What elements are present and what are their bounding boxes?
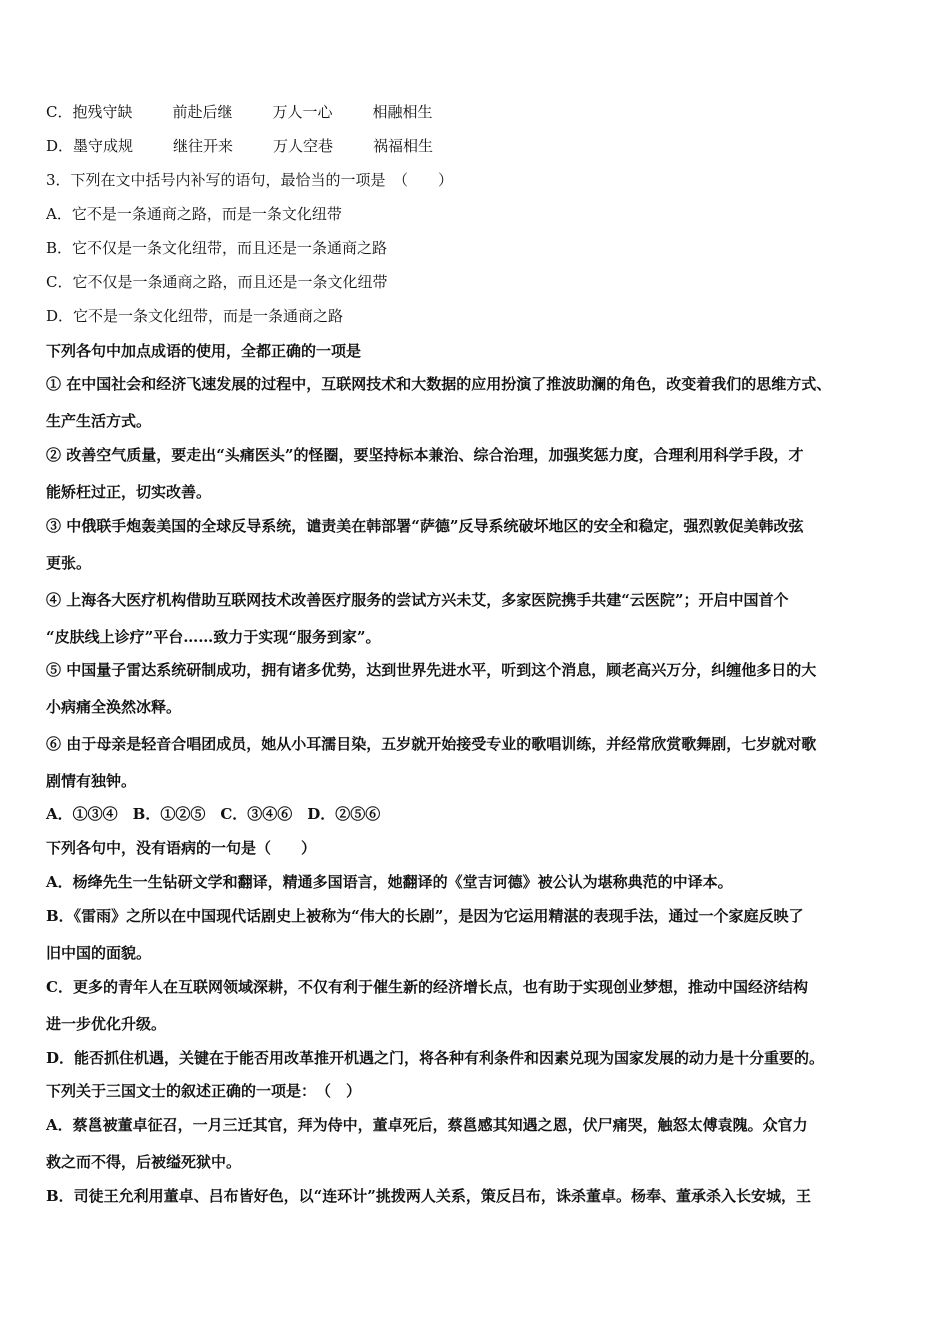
q6-option-a: A．蔡邕被董卓征召，一月三迁其官，拜为侍中，董卓死后，蔡邕感其知遇之恩，伏尸痛哭，触怒太傅袁隗。众官力 <box>46 1116 808 1134</box>
option-label: D． <box>46 137 74 155</box>
option-item: 相融相生 <box>372 103 433 121</box>
q3-option-c: C．它不仅是一条通商之路，而且还是一条文化纽带 <box>46 273 388 291</box>
option-label: C． <box>46 103 73 121</box>
q4-sentence-2: ② 改善空气质量，要走出“头痛医头”的怪圈，要坚持标本兼治、综合治理，加强奖惩力度，合理利用科学手段，才 <box>46 446 804 464</box>
q6-stem: 下列关于三国文士的叙述正确的一项是： （ ） <box>46 1082 362 1100</box>
q4-sentence-3-cont: 更张。 <box>46 554 92 572</box>
q3-stem: 3．下列在文中括号内补写的语句，最恰当的一项是 （ ） <box>46 171 454 189</box>
q5-option-d: D．能否抓住机遇，关键在于能否用改革推开机遇之门，将各种有利条件和因素兑现为国家发展的动力是十分重要的。 <box>46 1049 825 1067</box>
q5-option-a: A．杨绛先生一生钻研文学和翻译，精通多国语言，她翻译的《堂吉诃德》被公认为堪称典范的中译本。 <box>46 873 733 891</box>
q4-sentence-6: ⑥ 由于母亲是轻音合唱团成员，她从小耳濡目染，五岁就开始接受专业的歌唱训练，并经常欣赏歌舞剧，七岁就对歌 <box>46 735 817 753</box>
q4-sentence-6-cont: 剧情有独钟。 <box>46 772 137 790</box>
q2-option-c <box>46 102 433 122</box>
q5-option-b: B．《雷雨》之所以在中国现代话剧史上被称为“伟大的长剧”，是因为它运用精湛的表现手法，通过一个家庭反映了 <box>46 907 804 925</box>
q5-option-c: C．更多的青年人在互联网领域深耕，不仅有利于催生新的经济增长点，也有助于实现创业梦想，推动中国经济结构 <box>46 978 808 996</box>
q4-sentence-1: ① 在中国社会和经济飞速发展的过程中，互联网技术和大数据的应用扮演了推波助澜的角色，改变着我们的思维方式、 <box>46 375 832 393</box>
q6-option-b: B．司徒王允利用董卓、吕布皆好色，以“连环计”挑拨两人关系，策反吕布，诛杀董卓。杨奉、董承杀入长安城，王 <box>46 1187 811 1205</box>
q5-option-c-cont: 进一步优化升级。 <box>46 1015 167 1033</box>
q4-sentence-2-cont: 能矫枉过正，切实改善。 <box>46 483 212 501</box>
q5-option-b-cont: 旧中国的面貌。 <box>46 944 152 962</box>
option-item: 万人一心 <box>272 103 333 121</box>
q3-option-d: D．它不是一条文化纽带，而是一条通商之路 <box>46 307 344 325</box>
q6-option-a-cont: 救之而不得，后被缢死狱中。 <box>46 1153 242 1171</box>
option-item: 墨守成规 <box>73 137 134 155</box>
q5-stem: 下列各句中，没有语病的一句是（ ） <box>46 839 317 857</box>
q3-option-a: A．它不是一条通商之路，而是一条文化纽带 <box>46 205 342 223</box>
q4-sentence-3: ③ 中俄联手炮轰美国的全球反导系统，谴责美在韩部署“萨德”反导系统破坏地区的安全和稳定，强烈敦促美韩改弦 <box>46 517 804 535</box>
q4-sentence-1-cont: 生产生活方式。 <box>46 412 152 430</box>
option-item: 抱残守缺 <box>72 103 133 121</box>
q4-sentence-4: ④ 上海各大医疗机构借助互联网技术改善医疗服务的尝试方兴未艾，多家医院携手共建“云医院”；开启中国首个 <box>46 591 789 609</box>
q4-sentence-4-cont: “皮肤线上诊疗”平台……致力于实现“服务到家”。 <box>46 628 381 646</box>
q4-sentence-5: ⑤ 中国量子雷达系统研制成功，拥有诸多优势，达到世界先进水平，听到这个消息，顾老高兴万分，纠缠他多日的大 <box>46 661 817 679</box>
q4-sentence-5-cont: 小病痛全涣然冰释。 <box>46 698 182 716</box>
q3-option-b: B．它不仅是一条文化纽带，而且还是一条通商之路 <box>46 239 388 257</box>
option-item: 万人空巷 <box>273 137 334 155</box>
q4-stem: 下列各句中加点成语的使用，全都正确的一项是 <box>46 342 362 360</box>
option-item: 祸福相生 <box>373 137 434 155</box>
option-item: 继往开来 <box>173 137 234 155</box>
q4-answer-choices: A．①③④ B．①②⑤ C．③④⑥ D．②⑤⑥ <box>46 805 381 823</box>
q2-option-d <box>46 136 433 156</box>
option-item: 前赴后继 <box>172 103 233 121</box>
